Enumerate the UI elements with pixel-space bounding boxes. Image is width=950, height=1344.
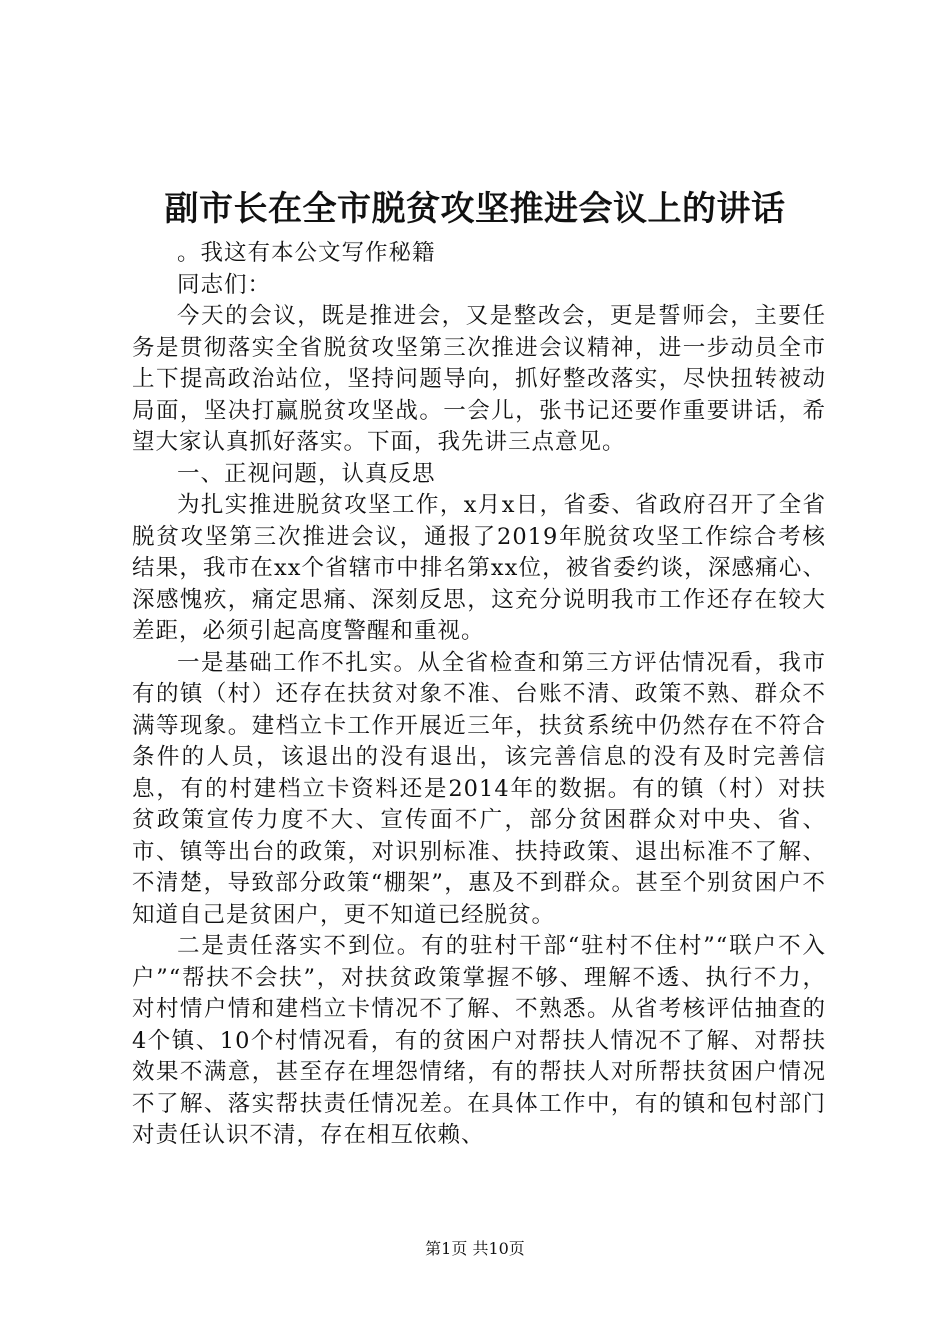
body-paragraph: 二是责任落实不到位。有的驻村干部“驻村不住村”“联户不入户”“帮扶不会扶”，对扶贫政策掌握不够、理解不透、执行不力，对村情户情和建档立卡情况不了解、不熟悉。从省考核评估抽查的4个镇、10个村情况看，有的贫困户对帮扶人情况不了解、对帮扶效果不满意，甚至存在埋怨情绪，有的帮扶人对所帮扶贫困户情况不了解、落实帮扶责任情况差。在具体工作中，有的镇和包村部门对责任认识不清，存在相互依赖、 bbox=[132, 933, 826, 1148]
document-body bbox=[132, 238, 826, 1152]
body-paragraph: 。我这有本公文写作秘籍 bbox=[177, 240, 436, 266]
body-paragraph: 同志们： bbox=[177, 271, 272, 298]
body-paragraph: 一是基础工作不扎实。从全省检查和第三方评估情况看，我市有的镇（村）还存在扶贫对象不准、台账不清、政策不熟、群众不满等现象。建档立卡工作开展近三年，扶贫系统中仍然存在不符合条件的人员，该退出的没有退出，该完善信息的没有及时完善信息，有的村建档立卡资料还是2014年的数据。有的镇（村）对扶贫政策宣传力度不大、宣传面不广，部分贫困群众对中央、省、市、镇等出台的政策，对识别标准、扶持政策、退出标准不了解、不清楚，导致部分政策“棚架”，惠及不到群众。甚至个别贫困户不知道自己是贫困户，更不知道已经脱贫。 bbox=[132, 649, 826, 928]
section-heading: 一、正视问题，认真反思 bbox=[177, 460, 436, 487]
document-title: 副市长在全市脱贫攻坚推进会议上的讲话 bbox=[164, 189, 786, 229]
body-paragraph: 今天的会议，既是推进会，又是整改会，更是誓师会，主要任务是贯彻落实全省脱贫攻坚第三次推进会议精神，进一步动员全市上下提高政治站位，坚持问题导向，抓好整改落实，尽快扭转被动局面，坚决打赢脱贫攻坚战。一会儿，张书记还要作重要讲话，希望大家认真抓好落实。下面，我先讲三点意见。 bbox=[132, 303, 826, 455]
page-footer: 第1页 共10页 bbox=[425, 1239, 525, 1258]
body-paragraph: 为扎实推进脱贫攻坚工作，x月x日，省委、省政府召开了全省脱贫攻坚第三次推进会议，通报了2019年脱贫攻坚工作综合考核结果，我市在xx个省辖市中排名第xx位，被省委约谈，深感痛心、深感愧疚，痛定思痛、深刻反思，这充分说明我市工作还存在较大差距，必须引起高度警醒和重视。 bbox=[132, 492, 826, 644]
